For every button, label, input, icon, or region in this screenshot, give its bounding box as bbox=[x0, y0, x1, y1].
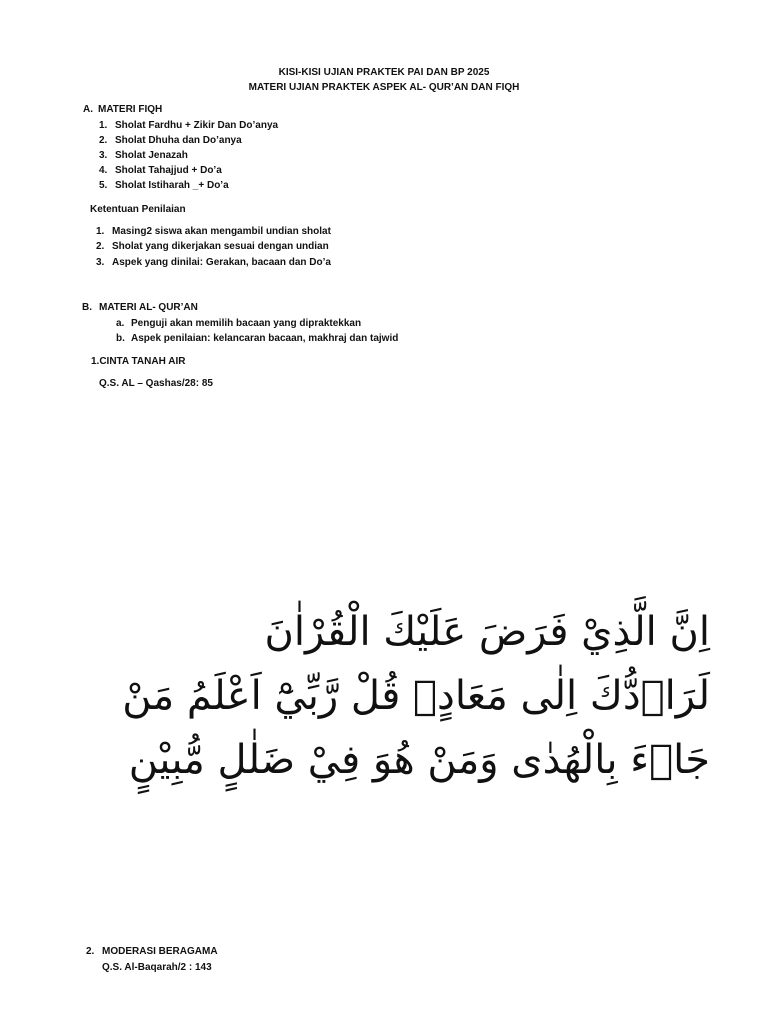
topic-1-title: 1.CINTA TANAH AIR bbox=[91, 356, 186, 367]
topic-1-reference: Q.S. AL – Qashas/28: 85 bbox=[99, 378, 213, 389]
topic-2-num: 2. bbox=[86, 946, 95, 957]
section-a-marker: A. bbox=[83, 104, 93, 115]
fiqh-item: Sholat Istiharah _+ Do’a bbox=[115, 180, 229, 191]
arabic-verse-line: اِنَّ الَّذِيْ فَرَضَ عَلَيْكَ الْقُرْاٰنَ bbox=[264, 609, 710, 655]
fiqh-item-num: 3. bbox=[99, 150, 108, 161]
arabic-verse-line: جَاۤءَ بِالْهُدٰى وَمَنْ هُوَ فِيْ ضَلٰلٍ مُّبِيْنٍ bbox=[128, 737, 710, 783]
ketentuan-item-num: 2. bbox=[96, 241, 105, 252]
section-a-title: MATERI FIQH bbox=[98, 104, 163, 115]
ketentuan-item: Sholat yang dikerjakan sesuai dengan undian bbox=[112, 241, 329, 252]
doc-subtitle: MATERI UJIAN PRAKTEK ASPEK AL- QUR’AN DAN FIQH bbox=[248, 82, 520, 93]
fiqh-item-num: 1. bbox=[99, 120, 108, 131]
fiqh-item: Sholat Tahajjud + Do’a bbox=[115, 165, 222, 176]
arabic-verse-line: لَرَاۤدُّكَ اِلٰى مَعَادٍۗ قُلْ رَّبِّيْٓ اَعْلَمُ مَنْ bbox=[122, 673, 710, 719]
fiqh-item-num: 5. bbox=[99, 180, 108, 191]
quran-item: Penguji akan memilih bacaan yang dipraktekkan bbox=[131, 318, 362, 329]
ketentuan-item: Aspek yang dinilai: Gerakan, bacaan dan Do’a bbox=[112, 257, 331, 268]
ketentuan-item-num: 3. bbox=[96, 257, 105, 268]
fiqh-item-num: 2. bbox=[99, 135, 108, 146]
ketentuan-item-num: 1. bbox=[96, 226, 105, 237]
quran-item-num: b. bbox=[116, 333, 125, 344]
fiqh-item-num: 4. bbox=[99, 165, 108, 176]
quran-item-num: a. bbox=[116, 318, 125, 329]
quran-item: Aspek penilaian: kelancaran bacaan, makhraj dan tajwid bbox=[131, 333, 399, 344]
topic-2-reference: Q.S. Al-Baqarah/2 : 143 bbox=[102, 962, 212, 973]
fiqh-item: Sholat Dhuha dan Do’anya bbox=[115, 135, 242, 146]
topic-2-title: MODERASI BERAGAMA bbox=[102, 946, 218, 957]
doc-title: KISI-KISI UJIAN PRAKTEK PAI DAN BP 2025 bbox=[278, 67, 490, 78]
fiqh-item: Sholat Jenazah bbox=[115, 150, 188, 161]
ketentuan-item: Masing2 siswa akan mengambil undian sholat bbox=[112, 226, 331, 237]
fiqh-item: Sholat Fardhu + Zikir Dan Do’anya bbox=[115, 120, 279, 131]
section-b-title: MATERI AL- QUR’AN bbox=[99, 302, 198, 313]
section-b-marker: B. bbox=[82, 302, 92, 313]
ketentuan-title: Ketentuan Penilaian bbox=[90, 204, 186, 215]
